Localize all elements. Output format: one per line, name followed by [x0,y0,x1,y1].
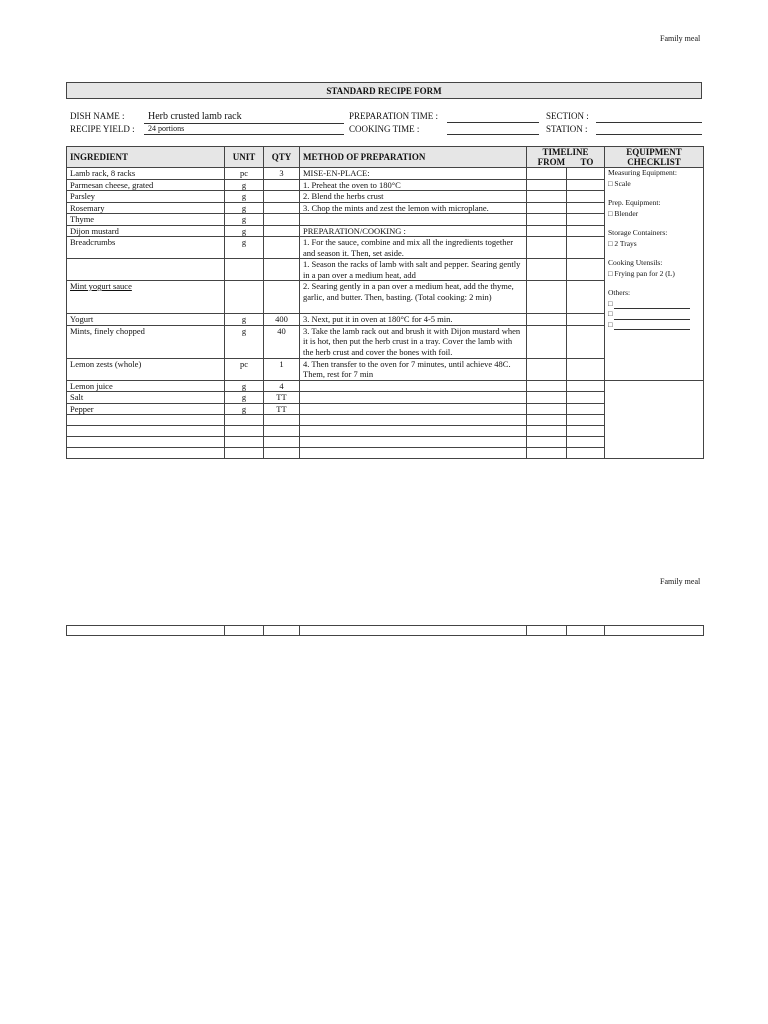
unit-cell[interactable]: g [225,202,264,214]
equipment-empty-cell [605,380,704,459]
ingredient-cell[interactable]: Parsley [67,191,225,203]
method-cell[interactable]: MISE-EN-PLACE: [300,168,527,180]
qty-cell[interactable] [264,426,300,437]
ingredient-cell[interactable] [67,426,225,437]
timeline-header [527,147,605,168]
to-cell[interactable] [567,281,605,314]
method-cell[interactable] [300,214,527,226]
equipment-header: EQUIPMENT CHECKLIST [605,147,704,168]
method-cell[interactable]: 3. Take the lamb rack out and brush it with Dijon mustard when it is hot, then put the herb crust in a tray. Cover the lamb with the herb crust and cover the bones with foil. [300,325,527,358]
page-header-2: Family meal [660,577,701,586]
section-label: SECTION : [546,111,589,121]
from-cell[interactable] [527,415,567,426]
from-cell[interactable] [527,202,567,214]
ingredient-cell[interactable]: Lemon juice [67,380,225,392]
station-label: STATION : [546,124,588,134]
unit-cell[interactable]: pc [225,168,264,180]
cooking-time-label: COOKING TIME : [349,124,420,134]
unit-header: UNIT [225,147,264,168]
method-cell[interactable] [300,380,527,392]
to-cell[interactable] [567,214,605,226]
unit-cell[interactable]: g [225,191,264,203]
qty-cell[interactable] [264,202,300,214]
qty-cell[interactable] [264,225,300,237]
prep-equipment-label: Prep. Equipment: [608,198,661,207]
utensils-label: Cooking Utensils: [608,258,663,267]
ingredient-cell[interactable] [67,437,225,448]
method-cell[interactable]: 1. Preheat the oven to 180°C [300,179,527,191]
method-cell[interactable] [300,415,527,426]
page-header: Family meal [660,34,701,43]
ingredient-cell[interactable]: Lemon zests (whole) [67,358,225,380]
from-cell[interactable] [527,437,567,448]
qty-cell[interactable] [264,179,300,191]
form-title: STANDARD RECIPE FORM [66,82,702,99]
ingredient-header: INGREDIENT [67,147,225,168]
unit-cell[interactable] [225,281,264,314]
from-cell[interactable] [527,380,567,392]
qty-cell[interactable]: 4 [264,380,300,392]
qty-header: QTY [264,147,300,168]
to-cell[interactable] [567,626,605,636]
method-cell[interactable] [300,392,527,404]
method-cell[interactable]: 2. Blend the herbs crust [300,191,527,203]
unit-cell[interactable] [225,415,264,426]
method-cell[interactable] [300,426,527,437]
to-label: TO [580,157,594,167]
method-cell[interactable]: 3. Chop the mints and zest the lemon with microplane. [300,202,527,214]
ingredient-cell[interactable]: Yogurt [67,314,225,326]
prep-time-line [447,122,539,123]
method-header: METHOD OF PREPARATION [300,147,527,168]
to-cell[interactable] [567,314,605,326]
to-cell[interactable] [567,237,605,259]
others-line[interactable]: □ [608,299,700,310]
qty-cell[interactable] [264,415,300,426]
ingredient-cell[interactable]: Lamb rack, 8 racks [67,168,225,180]
from-cell[interactable] [527,168,567,180]
qty-cell[interactable] [264,281,300,314]
ingredient-cell[interactable]: Pepper [67,403,225,415]
unit-cell[interactable]: pc [225,358,264,380]
qty-cell[interactable]: TT [264,392,300,404]
ingredient-cell[interactable] [67,415,225,426]
from-cell[interactable] [527,225,567,237]
to-cell[interactable] [567,380,605,392]
others-line[interactable]: □ [608,309,700,320]
from-cell[interactable] [527,626,567,636]
qty-cell[interactable] [264,237,300,259]
from-cell[interactable] [527,237,567,259]
to-cell[interactable] [567,259,605,281]
dish-name-label: DISH NAME : [70,111,125,121]
method-cell[interactable]: 1. For the sauce, combine and mix all the ingredients together and season it. Then, set aside. [300,237,527,259]
section-line [596,122,702,123]
method-cell[interactable] [300,448,527,459]
to-cell[interactable] [567,437,605,448]
from-cell[interactable] [527,179,567,191]
unit-cell[interactable]: g [225,403,264,415]
qty-cell[interactable]: 1 [264,358,300,380]
equipment-cell[interactable] [605,626,704,636]
from-cell[interactable] [527,426,567,437]
from-cell[interactable] [527,259,567,281]
unit-cell[interactable]: g [225,380,264,392]
to-cell[interactable] [567,358,605,380]
recipe-table [66,146,704,459]
method-cell[interactable] [300,437,527,448]
ingredient-cell[interactable]: Rosemary [67,202,225,214]
to-cell[interactable] [567,325,605,358]
unit-cell[interactable]: g [225,214,264,226]
qty-cell[interactable]: TT [264,403,300,415]
qty-cell[interactable] [264,626,300,636]
to-cell[interactable] [567,202,605,214]
ingredient-cell[interactable] [67,448,225,459]
ingredient-cell[interactable]: Breadcrumbs [67,237,225,259]
unit-cell[interactable]: g [225,392,264,404]
qty-cell[interactable]: 3 [264,168,300,180]
ingredient-cell[interactable]: Thyme [67,214,225,226]
from-cell[interactable] [527,314,567,326]
to-cell[interactable] [567,225,605,237]
to-cell[interactable] [567,426,605,437]
method-cell[interactable]: 4. Then transfer to the oven for 7 minutes, until achieve 48C. Them, rest for 7 min [300,358,527,380]
method-cell[interactable]: 2. Searing gently in a pan over a medium heat, add the thyme, garlic, and butter. Then, basting. (Total cooking: 2 min) [300,281,527,314]
measuring-label: Measuring Equipment: [608,168,677,177]
dish-name-value[interactable]: Herb crusted lamb rack [148,111,242,122]
from-cell[interactable] [527,448,567,459]
from-cell[interactable] [527,214,567,226]
timeline-label: TIMELINE [542,147,589,157]
method-cell[interactable]: 1. Season the racks of lamb with salt and pepper. Searing gently in a pan over a medium heat, add [300,259,527,281]
equipment-checklist [605,168,704,381]
from-cell[interactable] [527,191,567,203]
measuring-item[interactable]: □ Scale [608,178,631,188]
unit-cell[interactable] [225,626,264,636]
from-cell[interactable] [527,281,567,314]
unit-cell[interactable] [225,259,264,281]
qty-cell[interactable]: 400 [264,314,300,326]
storage-label: Storage Containers: [608,228,668,237]
ingredient-cell[interactable]: Mints, finely chopped [67,325,225,358]
others-line[interactable]: □ [608,320,700,331]
continuation-table [66,625,704,636]
ingredient-cell[interactable] [67,626,225,636]
recipe-yield-value[interactable]: 24 portions [148,124,185,133]
qty-cell[interactable] [264,214,300,226]
qty-cell[interactable]: 40 [264,325,300,358]
unit-cell[interactable] [225,448,264,459]
table-row [67,626,704,636]
storage-item[interactable]: □ 2 Trays [608,238,637,248]
unit-cell[interactable]: g [225,314,264,326]
recipe-yield-label: RECIPE YIELD : [70,124,135,134]
to-cell[interactable] [567,168,605,180]
unit-cell[interactable]: g [225,179,264,191]
from-cell[interactable] [527,392,567,404]
unit-cell[interactable]: g [225,325,264,358]
method-cell[interactable] [300,626,527,636]
table-header-row [67,147,704,168]
ingredient-cell[interactable]: Dijon mustard [67,225,225,237]
others-label: Others: [608,288,631,297]
qty-cell[interactable] [264,448,300,459]
recipe-yield-line [144,134,344,135]
from-cell[interactable] [527,403,567,415]
qty-cell[interactable] [264,259,300,281]
method-cell[interactable]: PREPARATION/COOKING : [300,225,527,237]
table-row [67,380,704,392]
utensils-item[interactable]: □ Frying pan for 2 (L) [608,268,675,278]
unit-cell[interactable]: g [225,237,264,259]
prep-time-label: PREPARATION TIME : [349,111,439,121]
to-cell[interactable] [567,179,605,191]
unit-cell[interactable]: g [225,225,264,237]
ingredient-cell[interactable]: Salt [67,392,225,404]
qty-cell[interactable] [264,191,300,203]
prep-equipment-item[interactable]: □ Blender [608,208,639,218]
qty-cell[interactable] [264,437,300,448]
unit-cell[interactable] [225,437,264,448]
from-cell[interactable] [527,325,567,358]
to-cell[interactable] [567,191,605,203]
ingredient-cell[interactable]: Mint yogurt sauce [67,281,225,314]
to-cell[interactable] [567,403,605,415]
table-row [67,168,704,180]
ingredient-cell[interactable]: Parmesan cheese, grated [67,179,225,191]
method-cell[interactable]: 3. Next, put it in oven at 180°C for 4-5 min. [300,314,527,326]
to-cell[interactable] [567,415,605,426]
from-label: FROM [537,157,566,167]
cooking-time-line [447,134,539,135]
ingredient-cell[interactable] [67,259,225,281]
from-cell[interactable] [527,358,567,380]
station-line [596,134,702,135]
to-cell[interactable] [567,448,605,459]
to-cell[interactable] [567,392,605,404]
unit-cell[interactable] [225,426,264,437]
method-cell[interactable] [300,403,527,415]
